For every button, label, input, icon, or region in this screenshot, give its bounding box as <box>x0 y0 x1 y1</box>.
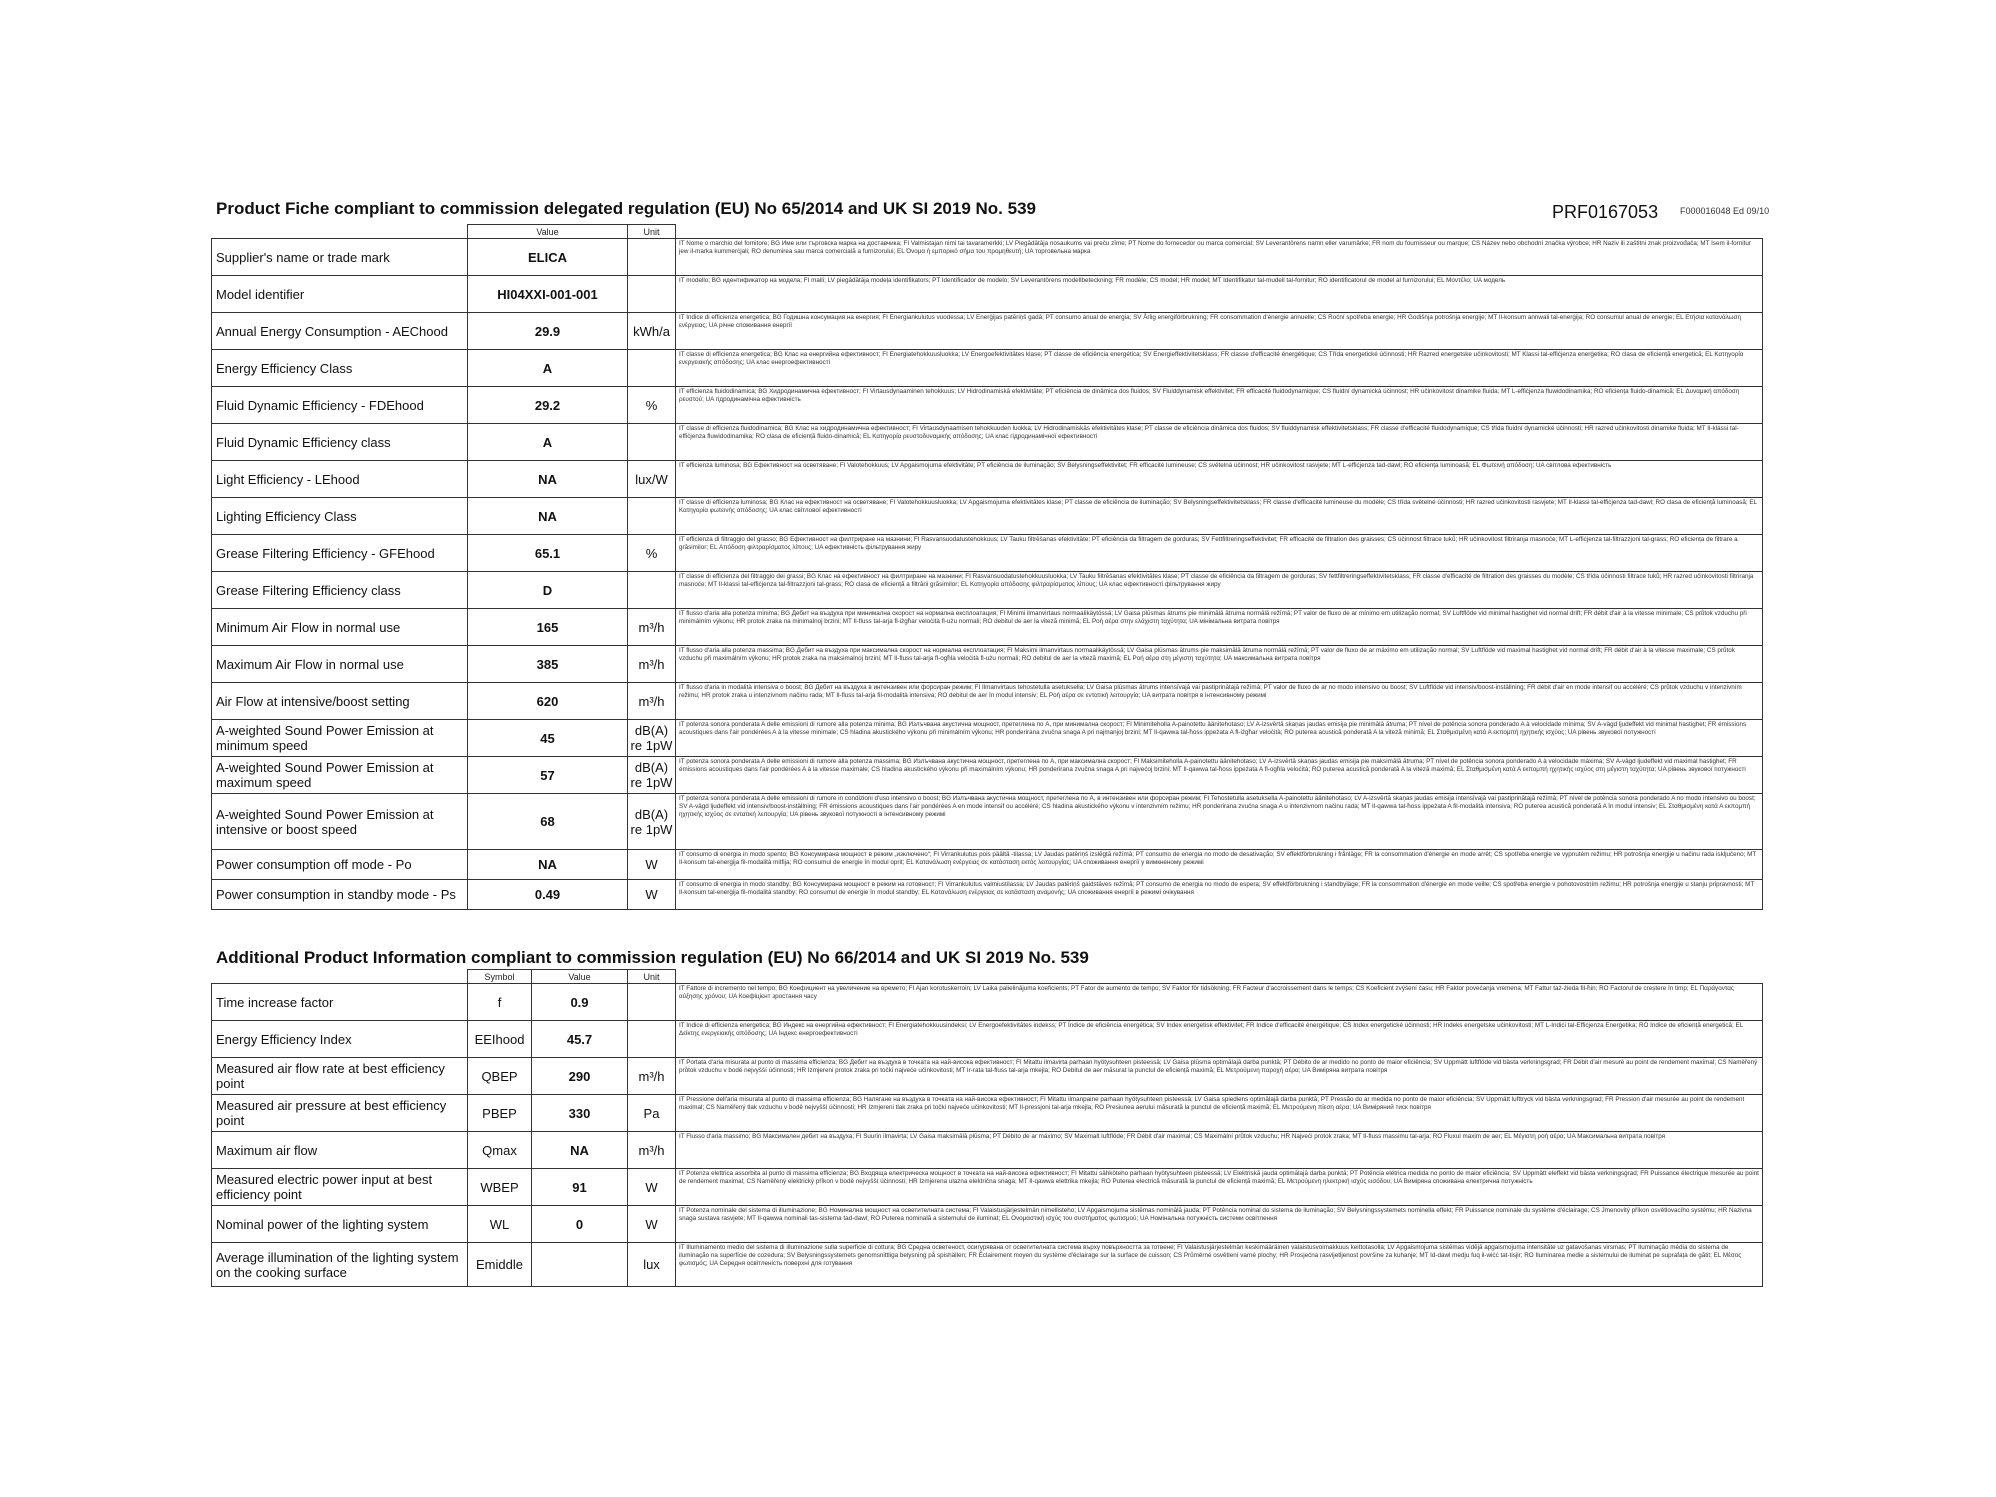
parameter-value: 385 <box>468 646 628 683</box>
parameter-name: Light Efficiency - LEhood <box>212 461 468 498</box>
translation-text: IT flusso d'aria alla potenza minima; BG Дебит на въздуха при минимална скорост на нормална експлоатация; FI Minimi ilmanvirtaus normaalikäytössä; LV Gaisa plūsmas ātrums pie minimālā ātruma normālā režīmā; PT valor de fluxo de ar mínimo em utilização normal; SV Luftflöde vid minimal hastighet vid normal drift; FR débit d'air à la vitesse minimale; CS průtok vzduchu při minimálním výkonu; HR protok zraka na minimalnoj brzini; MT Il-fluss tal-arja fl-iżgħar veloċità fl-użu normali; RO debitul de aer la viteză minimă; EL Ροή αέρα στην ελάχιστη ταχύτητα; UA мінімальна витрата повітря <box>676 609 1763 646</box>
translation-text: IT Portata d'aria misurata al punto di massima efficienza; BG Дебит на въздуха в точката на най-висока ефективност; FI Mitattu ilmavirta parhaan hyötysuhteen pisteessä; LV Gaisa plūsma optimālajā darba punktā; PT Débito de ar medido no ponto de maior eficiência; SV Uppmätt luftflöde vid bästa verkningsgrad; FR Débit d'air mesuré au point de rendement maximal; CS Naměřený průtok vzduchu v bodě nejvyšší účinnosti; HR Izmjereni protok zraka pri točki najveće učinkovitosti; MT Ir-rata tal-fluss tal-arja mkejla; RO Debitul de aer măsurat la punctul de eficiență maximă; EL Μετρούμενη παροχή αέρα; UA Виміряна витрата повітря <box>676 1058 1763 1095</box>
table-row <box>212 850 1763 880</box>
parameter-unit <box>628 984 676 1021</box>
header-unit: Unit <box>628 970 676 984</box>
parameter-name: Time increase factor <box>212 984 468 1021</box>
parameter-name: Fluid Dynamic Efficiency - FDEhood <box>212 387 468 424</box>
parameter-name: Lighting Efficiency Class <box>212 498 468 535</box>
parameter-symbol: Qmax <box>468 1132 532 1169</box>
parameter-name: Average illumination of the lighting system on the cooking surface <box>212 1243 468 1287</box>
parameter-value: NA <box>468 461 628 498</box>
parameter-name: Measured air flow rate at best efficiency point <box>212 1058 468 1095</box>
parameter-name: Maximum air flow <box>212 1132 468 1169</box>
table-row <box>212 387 1763 424</box>
parameter-value: 29.9 <box>468 313 628 350</box>
table-row <box>212 880 1763 910</box>
parameter-unit: dB(A) re 1pW <box>628 757 676 794</box>
parameter-unit <box>628 239 676 276</box>
parameter-name: A-weighted Sound Power Emission at maximum speed <box>212 757 468 794</box>
translation-text: IT Illuminamento medio del sistema di illuminazione sulla superficie di cottura; BG Средна осветеност, осигурявана от осветителната система върху повърхността за готвене; FI Valaistusjärjestelmän keskimääräinen valaistusvoimakkuus keittotasolla; LV Apgaismojuma sistēmas vidējā apgaismojuma intensitāte uz gatavošanas virsmas; PT Iluminação média do sistema de iluminação na superfície de cozedura; SV Belysningssystemets genomsnittliga belysning på spishällen; FR Éclairement moyen du système d'éclairage sur la surface de cuisson; CS Průměrné osvětlení varné plochy; HR Prosječna rasvijetljenost površine za kuhanje; MT Id-dawl medju fuq il-wiċċ tat-tisjir; RO Iluminarea medie a sistemului de iluminat pe suprafața de gătit; EL Μέσος φωτισμός; UA Середня освітленість поверхні для готування <box>676 1243 1763 1287</box>
table-row <box>212 461 1763 498</box>
header-unit: Unit <box>628 225 676 239</box>
parameter-value: NA <box>468 850 628 880</box>
parameter-name: Air Flow at intensive/boost setting <box>212 683 468 720</box>
translation-text: IT Fattore di incremento nel tempo; BG Коефициент на увеличение на времето; FI Ajan korotuskerroin; LV Laika palielinājuma koeficients; PT Fator de aumento de tempo; SV Faktor för tidsökning; FR Facteur d'accroissement dans le temps; CS Koeficient zvýšení času; HR Faktor povećanja vremena; MT Fattur taż-żieda fil-ħin; RO Factorul de creștere în timp; EL Παράγοντας αύξησης χρόνου; UA Коефіцієнт зростання часу <box>676 984 1763 1021</box>
parameter-unit <box>628 498 676 535</box>
parameter-value: NA <box>532 1132 628 1169</box>
header-blank <box>676 970 1763 984</box>
parameter-value: ELICA <box>468 239 628 276</box>
parameter-unit: % <box>628 387 676 424</box>
revision-note: F000016048 Ed 09/10 <box>1680 206 1770 216</box>
parameter-unit: lux/W <box>628 461 676 498</box>
parameter-unit: dB(A) re 1pW <box>628 794 676 850</box>
document-code: PRF0167053 <box>1552 202 1659 222</box>
parameter-value: 91 <box>532 1169 628 1206</box>
table-row <box>212 239 1763 276</box>
parameter-unit: W <box>628 880 676 910</box>
header-blank <box>212 970 468 984</box>
parameter-value: 57 <box>468 757 628 794</box>
header-symbol: Symbol <box>468 970 532 984</box>
table-row <box>212 572 1763 609</box>
parameter-name: Supplier's name or trade mark <box>212 239 468 276</box>
parameter-value: A <box>468 350 628 387</box>
table-row <box>212 498 1763 535</box>
parameter-unit: lux <box>628 1243 676 1287</box>
table-row <box>212 1169 1763 1206</box>
table-row <box>212 350 1763 387</box>
translation-text: IT efficienza di filtraggio del grasso; BG Ефективност на филтриране на мазнини; FI Rasvansuodatustehokkuus; LV Tauku filtrēšanas efektivitāte; PT eficiência da filtragem de gorduras; SV Fettfiltreringseffektivitet; FR efficacité de filtration des graisses; CS účinnost filtrace tuků; HR učinkovitost filtriranja masnoće; MT L-effiċjenza tal-filtrazzjoni tal-grass; RO eficiența de filtrare a grăsimilor; EL Απόδοση φιλτραρίσματος λίπους; UA ефективність фільтрування жиру <box>676 535 1763 572</box>
parameter-value: 0 <box>532 1206 628 1243</box>
parameter-value <box>532 1243 628 1287</box>
section-title: Additional Product Information compliant to commission regulation (EU) No 66/2014 and UK SI 2019 No. 539 <box>216 948 1089 967</box>
parameter-value: 0.9 <box>532 984 628 1021</box>
table-row <box>212 609 1763 646</box>
parameter-value: A <box>468 424 628 461</box>
parameter-unit <box>628 350 676 387</box>
parameter-name: Energy Efficiency Class <box>212 350 468 387</box>
table-header-row <box>212 225 1763 239</box>
additional-info-table <box>211 969 1763 1287</box>
table-row <box>212 276 1763 313</box>
page-title: Product Fiche compliant to commission delegated regulation (EU) No 65/2014 and UK SI 2019 No. 539 <box>216 199 1036 218</box>
parameter-name: Minimum Air Flow in normal use <box>212 609 468 646</box>
translation-text: IT potenza sonora ponderata A delle emissioni di rumore alla potenza massima; BG Излъчвана акустична мощност, претеглена по А, при максимална скорост; FI Maksimiteholla A-painotettu äänitehotaso; LV A-izsvērtā skaņas jaudas emisija pie maksimālā ātruma; PT nível de potência sonora ponderado A à velocidade máxima; SV A-vägd ljudeffekt vid maximal hastighet; FR émissions acoustiques dans l'air pondérées A à la vitesse maximale; CS hladina akustického výkonu při maximálním výkonu; HR ponderirana zvučna snaga A pri najvećoj brzini; MT Il-qawwa tal-ħoss ippeżata A fl-ogħla veloċità; RO puterea acustică ponderată A la viteză maximă; EL Σταθμισμένη κατά Α εκπομπή ηχητικής ισχύος στη μέγιστη ταχύτητα; UA рівень звукової потужності <box>676 757 1763 794</box>
translation-text: IT Nome o marchio del fornitore; BG Име или търговска марка на доставчика; FI Valmistajan nimi tai tavaramerkki; LV Piegādātāja nosaukums vai preču zīme; PT Nome do fornecedor ou marca comercial; SV Leverantörens namn eller varumärke; FR nom du fournisseur ou marque; CS Název nebo obchodní značka výrobce; HR Naziv ili zaštitni znak proizvođača; MT Isem il-fornitur jew il-marka kummerċjali; RO denumirea sau marca comercială a furnizorului; EL Όνομα ή εμπορικό σήμα του προμηθευτή; UA торговельна марка <box>676 239 1763 276</box>
translation-text: IT flusso d'aria in modalità intensiva o boost; BG Дебит на въздуха в интензивен или форсиран режим; FI Ilmanvirtaus tehostetulla asetuksella; LV Gaisa plūsmas ātrums intensīvajā vai pastiprinātajā režīmā; PT valor de fluxo de ar no modo intensivo ou boost; SV Luftflöde vid intensiv/boost-inställning; FR débit d'air en mode intensif ou accéléré; CS průtok vzduchu v intenzivním režimu; HR protok zraka u intenzivnom načinu rada; MT Il-fluss tal-arja fil-modalità intensiva; RO debitul de aer în modul intensiv; EL Ροή αέρα σε εντατική λειτουργία; UA витрата повітря в інтенсивному режимі <box>676 683 1763 720</box>
parameter-name: Grease Filtering Efficiency - GFEhood <box>212 535 468 572</box>
parameter-unit <box>628 572 676 609</box>
parameter-value: 330 <box>532 1095 628 1132</box>
translation-text: IT classe di efficienza luminosa; BG Клас на ефективност на осветяване; FI Valotehokkuusluokka; LV Apgaismojuma efektivitātes klase; PT classe de eficiência de iluminação; SV Belysningseffektivitetsklass; FR classe d'efficacité lumineuse du modèle; CS třída světelné účinnosti; HR razred učinkovitosti rasvjete; MT Il-klassi tal-effiċjenza tad-dawl; RO clasa de eficiență luminoasă; EL Κατηγορία φωτεινής απόδοσης; UA клас світлової ефективності <box>676 498 1763 535</box>
parameter-value: 620 <box>468 683 628 720</box>
translation-text: IT classe di efficienza energetica; BG Клас на енергийна ефективност; FI Energiatehokkuusluokka; LV Energoefektivitātes klase; PT classe de eficiência energética; SV Energieffektivitetsklass; FR classe d'efficacité énergétique; CS Třída energetické účinnosti; HR Razred energetske učinkovitosti; MT Klassi tal-effiċjenza enerġetika; RO clasa de eficiență energetică; EL Κατηγορία ενεργειακής απόδοσης; UA клас енергоефективності <box>676 350 1763 387</box>
parameter-value: 45.7 <box>532 1021 628 1058</box>
parameter-unit <box>628 1021 676 1058</box>
parameter-unit: W <box>628 1206 676 1243</box>
parameter-unit: % <box>628 535 676 572</box>
table-row <box>212 424 1763 461</box>
parameter-value: 29.2 <box>468 387 628 424</box>
parameter-name: Fluid Dynamic Efficiency class <box>212 424 468 461</box>
table-header-row <box>212 970 1763 984</box>
product-fiche-table <box>211 224 1763 910</box>
table-row <box>212 794 1763 850</box>
table-row <box>212 1058 1763 1095</box>
parameter-name: Energy Efficiency Index <box>212 1021 468 1058</box>
translation-text: IT Potenza nominale del sistema di illuminazione; BG Номинална мощност на осветителната система; FI Valaistusjärjestelmän nimellisteho; LV Apgaismojuma sistēmas nominālā jauda; PT Potência nominal do sistema de iluminação; SV Belysningssystemets nominella effekt; FR Puissance nominale du système d'éclairage; CS Jmenovitý příkon osvětlovacího systému; HR Nazivna snaga sustava rasvjete; MT Il-qawwa nominali tas-sistema tad-dawl; RO Puterea nominală a sistemului de iluminat; EL Ονομαστική ισχύς του συστήματος φωτισμού; UA Номінальна потужність системи освітлення <box>676 1206 1763 1243</box>
parameter-value: 45 <box>468 720 628 757</box>
translation-text: IT Pressione dell'aria misurata al punto di massima efficienza; BG Налягане на въздуха в точката на най-висока ефективност; FI Mitattu ilmanpaine parhaan hyötysuhteen pisteessä; LV Gaisa spiediens optimālajā darba punktā; PT Pressão do ar medida no ponto de maior eficiência; SV Uppmätt lufttryck vid bästa verkningsgrad; FR Pression d'air mesurée au point de rendement maximal; CS Naměřený tlak vzduchu v bodě nejvyšší účinnosti; HR Izmjereni tlak zraka pri točki najveće učinkovitosti; MT Il-pressjoni tal-arja mkejla; RO Presiunea aerului măsurată la punctul de eficiență maximă; EL Μετρούμενη πίεση αέρα; UA Виміряний тиск повітря <box>676 1095 1763 1132</box>
parameter-name: Power consumption off mode - Po <box>212 850 468 880</box>
translation-text: IT efficienza luminosa; BG Ефективност на осветяване; FI Valotehokkuus; LV Apgaismojuma efektivitāte; PT eficiência de iluminação; SV Belysningseffektivitet; FR efficacité lumineuse; CS světelná účinnost; HR učinkovitost rasvjete; MT L-effiċjenza tad-dawl; RO eficiența luminoasă; EL Φωτεινή απόδοση; UA світлова ефективність <box>676 461 1763 498</box>
parameter-unit: m³/h <box>628 683 676 720</box>
table-row <box>212 984 1763 1021</box>
parameter-name: A-weighted Sound Power Emission at minimum speed <box>212 720 468 757</box>
parameter-name: Measured electric power input at best efficiency point <box>212 1169 468 1206</box>
parameter-value: 165 <box>468 609 628 646</box>
table-row <box>212 313 1763 350</box>
table-row <box>212 757 1763 794</box>
parameter-unit: m³/h <box>628 646 676 683</box>
parameter-name: Annual Energy Consumption - AEChood <box>212 313 468 350</box>
parameter-unit: m³/h <box>628 1132 676 1169</box>
parameter-symbol: EEIhood <box>468 1021 532 1058</box>
parameter-unit: dB(A) re 1pW <box>628 720 676 757</box>
header-value: Value <box>468 225 628 239</box>
table-row <box>212 1243 1763 1287</box>
parameter-name: Grease Filtering Efficiency class <box>212 572 468 609</box>
parameter-name: Nominal power of the lighting system <box>212 1206 468 1243</box>
table-row <box>212 1206 1763 1243</box>
parameter-unit: W <box>628 850 676 880</box>
parameter-symbol: WL <box>468 1206 532 1243</box>
parameter-symbol: PBEP <box>468 1095 532 1132</box>
parameter-unit <box>628 276 676 313</box>
translation-text: IT potenza sonora ponderata A delle emissioni di rumore in condizioni d'uso intensivo o boost; BG Излъчвана акустична мощност, претеглена по А, в интензивен или форсиран режим; FI Tehostetulla asetuksella A-painotettu äänitehotaso; LV A-izsvērtā skaņas jaudas emisija intensīvajā vai pastiprinātajā režīmā; PT nível de potência sonora ponderado A no modo intensivo ou boost; SV A-vägd ljudeffekt vid intensiv/boost-inställning; FR émissions acoustiques dans l'air pondérées A en mode intensif ou accéléré; CS hladina akustického výkonu v intenzivním režimu; HR ponderirana zvučna snaga A u intenzivnom načinu rada; MT Il-qawwa tal-ħoss ippeżata A fil-modalità intensiva; RO puterea acustică ponderată A în modul intensiv; EL Σταθμισμένη κατά Α εκπομπή ηχητικής ισχύος σε εντατική λειτουργία; UA рівень звукової потужності в інтенсивному режимі <box>676 794 1763 850</box>
header-value: Value <box>532 970 628 984</box>
table-row <box>212 1095 1763 1132</box>
parameter-value: 0.49 <box>468 880 628 910</box>
parameter-value: HI04XXI-001-001 <box>468 276 628 313</box>
parameter-unit: m³/h <box>628 1058 676 1095</box>
parameter-value: 65.1 <box>468 535 628 572</box>
parameter-unit: m³/h <box>628 609 676 646</box>
table-row <box>212 1021 1763 1058</box>
parameter-name: A-weighted Sound Power Emission at intensive or boost speed <box>212 794 468 850</box>
parameter-symbol: QBEP <box>468 1058 532 1095</box>
translation-text: IT classe di efficienza fluidodinamica; BG Клас на хидродинамична ефективност; FI Virtausdynaamisen tehokkuuden luokka; LV Hidrodinamiskās efektivitātes klase; PT classe de eficiência dinâmica dos fluidos; SV fluiddynamisk effektivitetsklass; FR classe d'efficacité fluidodynamique; CS třída fluidní dynamické účinnosti; HR razred učinkovitosti dinamike fluida; MT Il-klassi tal-effiċjenza fluwidodinamika; RO clasa de eficiență fluido-dinamică; EL Κατηγορία ρευστοδυναμικής απόδοσης; UA клас гідродинамічної ефективності <box>676 424 1763 461</box>
parameter-symbol: WBEP <box>468 1169 532 1206</box>
parameter-symbol: Emiddle <box>468 1243 532 1287</box>
translation-text: IT efficienza fluidodinamica; BG Хидродинамична ефективност; FI Virtausdynaaminen tehokkuus; LV Hidrodinamiskā efektivitāte; PT eficiência de dinâmica dos fluidos; SV Fluiddynamisk effektivitet; FR efficacité fluidodynamique; CS fluidní dynamická účinnost; HR učinkovitost dinamike fluida; MT L-effiċjenza fluwidodinamika; RO eficiența fluido-dinamică; EL Δυναμική απόδοση ρευστού; UA гідродинамічна ефективність <box>676 387 1763 424</box>
translation-text: IT flusso d'aria alla potenza massima; BG Дебит на въздуха при максимална скорост на нормална експлоатация; FI Maksimi ilmanvirtaus normaalikäytössä; LV Gaisa plūsmas ātrums pie maksimālā ātruma normālā režīmā; PT valor de fluxo de ar máximo em utilização normal; SV Luftflöde vid maximal hastighet vid normal drift; FR débit d'air à la vitesse maximale; CS průtok vzduchu při maximálním výkonu; HR protok zraka na maksimalnoj brzini; MT Il-fluss tal-arja fl-ogħla veloċità fl-użu normali; RO debitul de aer la viteză maximă; EL Ροή αέρα στη μέγιστη ταχύτητα; UA максимальна витрата повітря <box>676 646 1763 683</box>
parameter-name: Power consumption in standby mode - Ps <box>212 880 468 910</box>
translation-text: IT classe di efficienza del filtraggio dei grassi; BG Клас на ефективност на филтриране на мазнини; FI Rasvansuodatustehokkuusluokka; LV Tauku filtrēšanas efektivitātes klase; PT classe de eficiência da filtragem de gorduras; SV fettfiltreringseffektivitetsklass; FR classe d'efficacité de filtration des graisses du modèle; CS třída účinnosti filtrace tuků; HR razred učinkovitosti filtriranja masnoće; MT Il-klassi tal-effiċjenza tal-filtrazzjoni tal-grass; RO clasa de eficiență a filtrării grăsimilor; EL Κατηγορία απόδοσης φιλτραρίσματος λίπους; UA клас ефективності фільтрування жиру <box>676 572 1763 609</box>
parameter-unit: Pa <box>628 1095 676 1132</box>
header-blank <box>212 225 468 239</box>
parameter-unit: kWh/a <box>628 313 676 350</box>
translation-text: IT potenza sonora ponderata A delle emissioni di rumore alla potenza minima; BG Излъчвана акустична мощност, претеглена по А, при минимална скорост; FI Minimiteholla A-painotettu äänitehotaso; LV A-izsvērtā skaņas jaudas emisija pie minimālā ātruma; PT nível de potência sonora ponderado A à velocidade mínima; SV A-vägd ljudeffekt vid minimal hastighet; FR émissions acoustiques dans l'air pondérées A à la vitesse minimale; CS hladina akustického výkonu při minimálním výkonu; HR ponderirana zvučna snaga A pri najmanjoj brzini; MT Il-qawwa tal-ħoss ippeżata A fl-iżgħar veloċità; RO puterea acustică ponderată A la viteză minimă; EL Σταθμισμένη κατά Α εκπομπή ηχητικής ισχύος; UA рівень звукової потужності <box>676 720 1763 757</box>
parameter-value: D <box>468 572 628 609</box>
translation-text: IT Potenza elettrica assorbita al punto di massima efficienza; BG Входяща електрическа мощност в точката на най-висока ефективност; FI Mitattu sähköteho parhaan hyötysuhteen pisteessä; LV Elektriskā jauda optimālajā darba punktā; PT Potência elétrica medida no ponto de maior eficiência; SV Uppmätt eleffekt vid bästa verkningsgrad; FR Puissance électrique mesurée au point de rendement maximal; CS Naměřený elektrický příkon v bodě nejvyšší účinnosti; HR Izmjerena ulazna električna snaga; MT Il-qawwa elettrika mkejla; RO Puterea electrică măsurată la punctul de eficiență maximă; EL Μετρούμενη ηλεκτρική ισχύς εισόδου; UA Виміряна споживана електрична потужність <box>676 1169 1763 1206</box>
parameter-symbol: f <box>468 984 532 1021</box>
parameter-unit <box>628 424 676 461</box>
table-row <box>212 683 1763 720</box>
parameter-name: Maximum Air Flow in normal use <box>212 646 468 683</box>
parameter-name: Model identifier <box>212 276 468 313</box>
parameter-unit: W <box>628 1169 676 1206</box>
parameter-value: NA <box>468 498 628 535</box>
parameter-value: 290 <box>532 1058 628 1095</box>
translation-text: IT consumo di energia in modo standby; BG Консумирана мощност в режим на готовност; FI Virrankulutus valmiustilassa; LV Jaudas patēriņš gaidstāves režīmā; PT consumo de energia no modo de espera; SV effektförbrukning i standbyläge; FR la consommation d'énergie en mode veille; CS spotřeba energie v pohotovostním režimu; HR potrošnja energije u stanju pripravnosti; MT Il-konsum tal-enerġija fil-modalità standby; RO consumul de energie în modul standby; EL Κατανάλωση ενέργειας σε κατάσταση αναμονής; UA споживання енергії в режимі очікування <box>676 880 1763 910</box>
translation-text: IT consumo di energia in modo spento; BG Консумирана мощност в режим „изключено“; FI Virrankulutus pois päältä -tilassa; LV Jaudas patēriņš izslēgtā režīmā; PT consumo de energia no modo de desativação; SV effektförbrukning i frånläge; FR la consommation d'énergie en mode arrêt; CS spotřeba energie ve vypnutém režimu; HR potrošnja energije u načinu rada isključeno; MT Il-konsum tal-enerġija fil-modalità mitfija; RO consumul de energie în modul oprit; EL Κατανάλωση ενέργειας σε κατάσταση εκτός λειτουργίας; UA споживання енергії у вимкненому режимі <box>676 850 1763 880</box>
translation-text: IT modello; BG идентификатор на модела; FI malli; LV piegādātāja modeļa identifikators; PT Identificador de modelo; SV Leverantörens modellbeteckning; FR modèle; CS model; HR model; MT Identifikatur tal-mudell tal-fornitur; RO identificatorul de model al furnizorului; EL Μοντέλο; UA модель <box>676 276 1763 313</box>
parameter-name: Measured air pressure at best efficiency point <box>212 1095 468 1132</box>
translation-text: IT Indice di efficienza energetica; BG Годишна консумация на енергия; FI Energiankulutus vuodessa; LV Enerģijas patēriņš gadā; PT consumo anual de energia; SV Årlig energiförbrukning; FR consommation d'énergie annuelle; CS Roční spotřeba energie; HR Godišnja potrošnja energije; MT Il-konsum annwali tal-enerġija; RO consumul anual de energie; EL Ετήσια κατανάλωση ενέργειας; UA річне споживання енергії <box>676 313 1763 350</box>
table-row <box>212 535 1763 572</box>
translation-text: IT Indice di efficienza energetica; BG Индекс на енергийна ефективност; FI Energiatehokkuusindeksi; LV Energoefektivitātes indekss; PT Índice de eficiência energética; SV Index energetisk effektivitet; FR Indice d'efficacité énergétique; CS Index energetické účinnosti; HR Indeks energetske učinkovitosti; MT L-Indiċi tal-Effiċjenza Enerġetika; RO Indice de eficiență energetică; EL Δείκτης ενεργειακής απόδοσης; UA Індекс енергоефективності <box>676 1021 1763 1058</box>
translation-text: IT Flusso d'aria massimo; BG Максимален дебит на въздуха; FI Suurin ilmavirta; LV Gaisa maksimālā plūsma; PT Débito de ar máximo; SV Maximalt luftflöde; FR Débit d'air maximal; CS Maximální průtok vzduchu; HR Najveći protok zraka; MT Il-fluss massimu tal-arja; RO Fluxul maxim de aer; EL Μέγιστη ροή αέρα; UA Максимальна витрата повітря <box>676 1132 1763 1169</box>
table-row <box>212 1132 1763 1169</box>
table-row <box>212 646 1763 683</box>
header-blank <box>676 225 1763 239</box>
table-row <box>212 720 1763 757</box>
parameter-value: 68 <box>468 794 628 850</box>
